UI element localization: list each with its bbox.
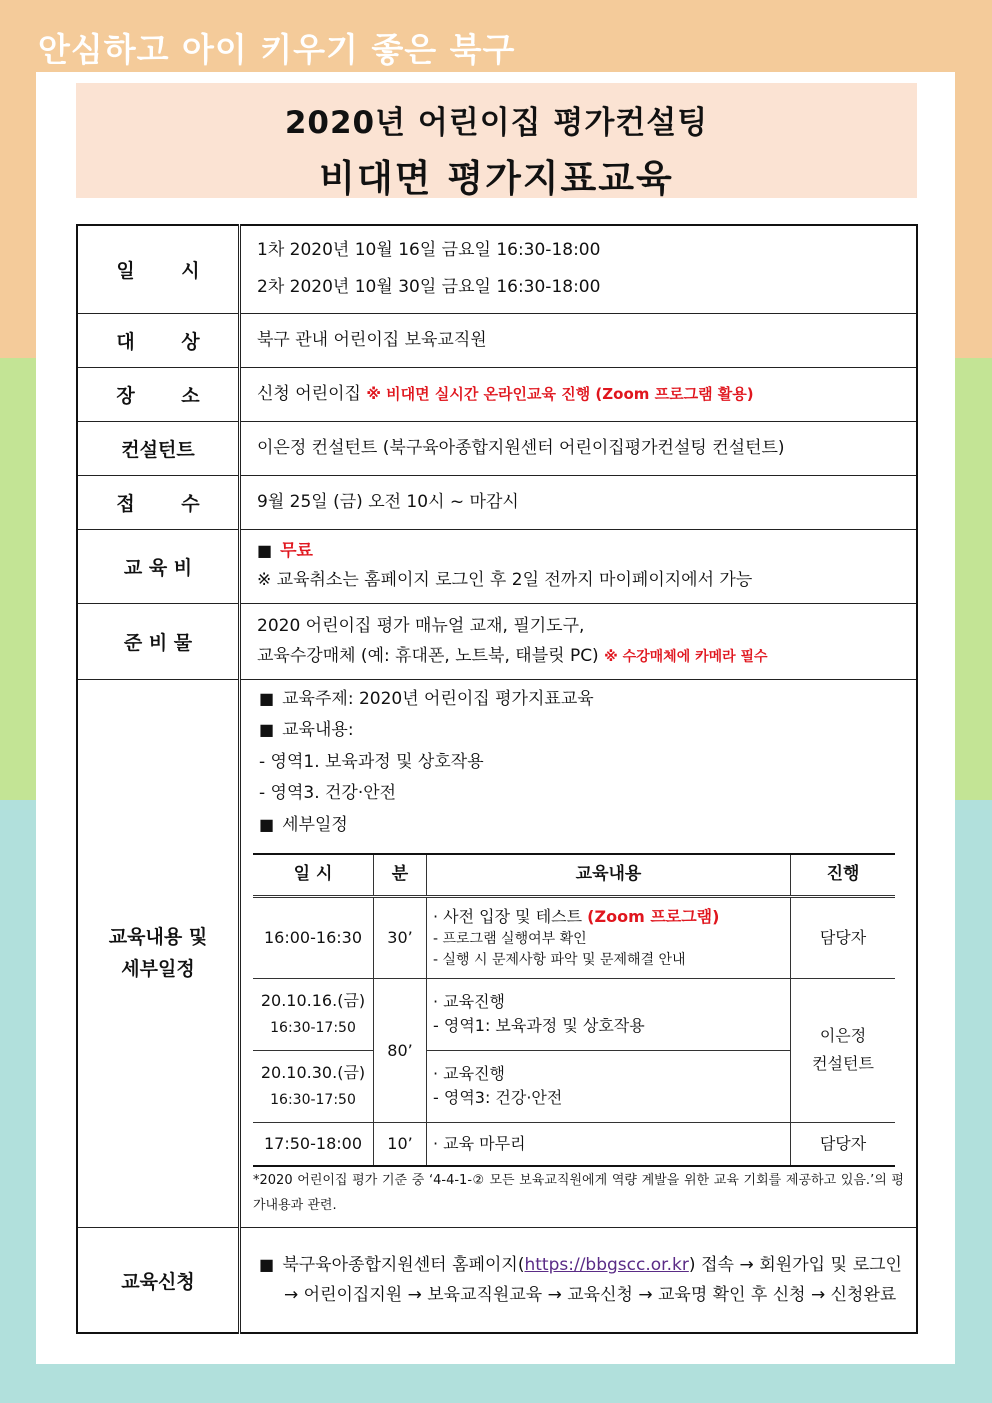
bullet-square: ■ (259, 1254, 275, 1274)
bullet-square: ■ (259, 814, 275, 834)
title-box (76, 83, 917, 198)
row-schedule (77, 225, 917, 313)
place-value: 신청 어린이집 (257, 384, 367, 405)
detail-title: 세부일정 (282, 814, 348, 835)
cell-minutes: 80’ (374, 978, 427, 1122)
content-area3: - 영역3. 건강·안전 (259, 783, 397, 804)
row-reception (77, 475, 917, 529)
cell-by: 컨설턴트 (812, 1054, 874, 1074)
cell-time: 16:30-17:50 (270, 1020, 356, 1037)
table-row (253, 978, 895, 1050)
cell-main-red: (Zoom 프로그램) (587, 906, 720, 926)
bullet-square: ■ (259, 688, 275, 708)
table-row (253, 1122, 895, 1166)
consultant-value: 이은정 컨설턴트 (북구육아종합지원센터 어린이집평가컨설팅 컨설턴트) (240, 421, 918, 475)
document-page (36, 72, 955, 1364)
row-content (77, 679, 917, 1227)
title-line1: 2020년 어린이집 평가컨설팅 (284, 105, 709, 141)
apply-steps: ) 접속 → 회원가입 및 로그인 → 어린이집지원 → 보육교직원교육 → 교육신청 → 교육명 확인 후 신청 → 신청완료 (284, 1254, 902, 1306)
label-schedule: 일 시 (77, 225, 240, 313)
label-reception: 접 수 (77, 475, 240, 529)
fee-value: 무료 (280, 541, 313, 562)
schedule-line1: 1차 2020년 10월 16일 금요일 16:30-18:00 (257, 240, 601, 260)
title-line2: 비대면 평가지표교육 (319, 157, 674, 200)
label-fee: 교 육 비 (77, 529, 240, 603)
label-materials: 준 비 물 (77, 603, 240, 679)
cell-by: 담당자 (791, 1122, 896, 1166)
cell-sub: - 영역1: 보육과정 및 상호작용 (433, 1016, 645, 1036)
table-row (253, 896, 895, 978)
row-fee (77, 529, 917, 603)
info-table (76, 224, 918, 1334)
materials-line2: 교육수강매체 (예: 휴대폰, 노트북, 태블릿 PC) (257, 646, 605, 667)
label-content: 교육내용 및 세부일정 (77, 679, 240, 1227)
row-place (77, 367, 917, 421)
header-time: 일 시 (253, 854, 374, 897)
label-apply: 교육신청 (77, 1227, 240, 1333)
label-consultant: 컨설턴트 (77, 421, 240, 475)
cell-date: 20.10.16.(금) (260, 991, 366, 1011)
schedule-table (253, 853, 895, 1168)
cell-by: 담당자 (791, 896, 896, 978)
row-materials (77, 603, 917, 679)
cell-by: 이은정 (819, 1025, 867, 1045)
apply-text: 북구육아종합지원센터 홈페이지( (282, 1254, 525, 1275)
schedule-line2: 2차 2020년 10월 30일 금요일 16:30-18:00 (257, 277, 601, 298)
bullet-square: ■ (259, 720, 275, 740)
cell-date: 20.10.30.(금) (260, 1063, 366, 1083)
cell-time: 16:00-16:30 (253, 896, 374, 978)
cell-minutes: 10’ (374, 1122, 427, 1166)
target-value: 북구 관내 어린이집 보육교직원 (240, 313, 918, 367)
cell-time: 16:30-17:50 (270, 1092, 356, 1109)
cell-sub: - 실행 시 문제사항 파악 및 문제해결 안내 (433, 951, 686, 968)
cell-sub: - 프로그램 실행여부 확인 (433, 930, 587, 947)
content-topic: 교육주제: 2020년 어린이집 평가지표교육 (282, 688, 594, 709)
homepage-link[interactable]: https://bbgscc.or.kr (524, 1254, 689, 1275)
row-target (77, 313, 917, 367)
cell-main: · 사전 입장 및 테스트 (433, 906, 588, 926)
slogan: 안심하고 아이 키우기 좋은 북구 (38, 30, 516, 69)
materials-note: ※ 수강매체에 카메라 필수 (604, 649, 768, 666)
fee-note: ※ 교육취소는 홈페이지 로그인 후 2일 전까지 마이페이지에서 가능 (257, 570, 753, 591)
content-title: 교육내용: (282, 720, 354, 741)
footnote: *2020 어린이집 평가 기준 중 ‘4-4-1-② 모든 보육교직원에게 역량 계발을 위한 교육 기회를 제공하고 있음.’의 평가내용과 관련. (253, 1173, 904, 1214)
label-target: 대 상 (77, 313, 240, 367)
cell-sub: - 영역3: 건강·안전 (433, 1088, 563, 1108)
cell-main: · 교육진행 (433, 992, 505, 1012)
content-area1: - 영역1. 보육과정 및 상호작용 (259, 751, 484, 772)
materials-line1: 2020 어린이집 평가 매뉴얼 교재, 필기도구, (257, 615, 585, 636)
header-by: 진행 (791, 854, 896, 897)
row-apply (77, 1227, 917, 1333)
place-note: ※ 비대면 실시간 온라인교육 진행 (Zoom 프로그램 활용) (366, 385, 754, 404)
cell-time: 17:50-18:00 (253, 1122, 374, 1166)
label-place: 장 소 (77, 367, 240, 421)
cell-main: · 교육진행 (433, 1064, 505, 1084)
header-content: 교육내용 (427, 854, 791, 897)
header-minutes: 분 (374, 854, 427, 897)
reception-value: 9월 25일 (금) 오전 10시 ~ 마감시 (240, 475, 918, 529)
bullet-square: ■ (257, 541, 273, 561)
row-consultant (77, 421, 917, 475)
cell-minutes: 30’ (374, 896, 427, 978)
cell-main: · 교육 마무리 (427, 1122, 791, 1166)
